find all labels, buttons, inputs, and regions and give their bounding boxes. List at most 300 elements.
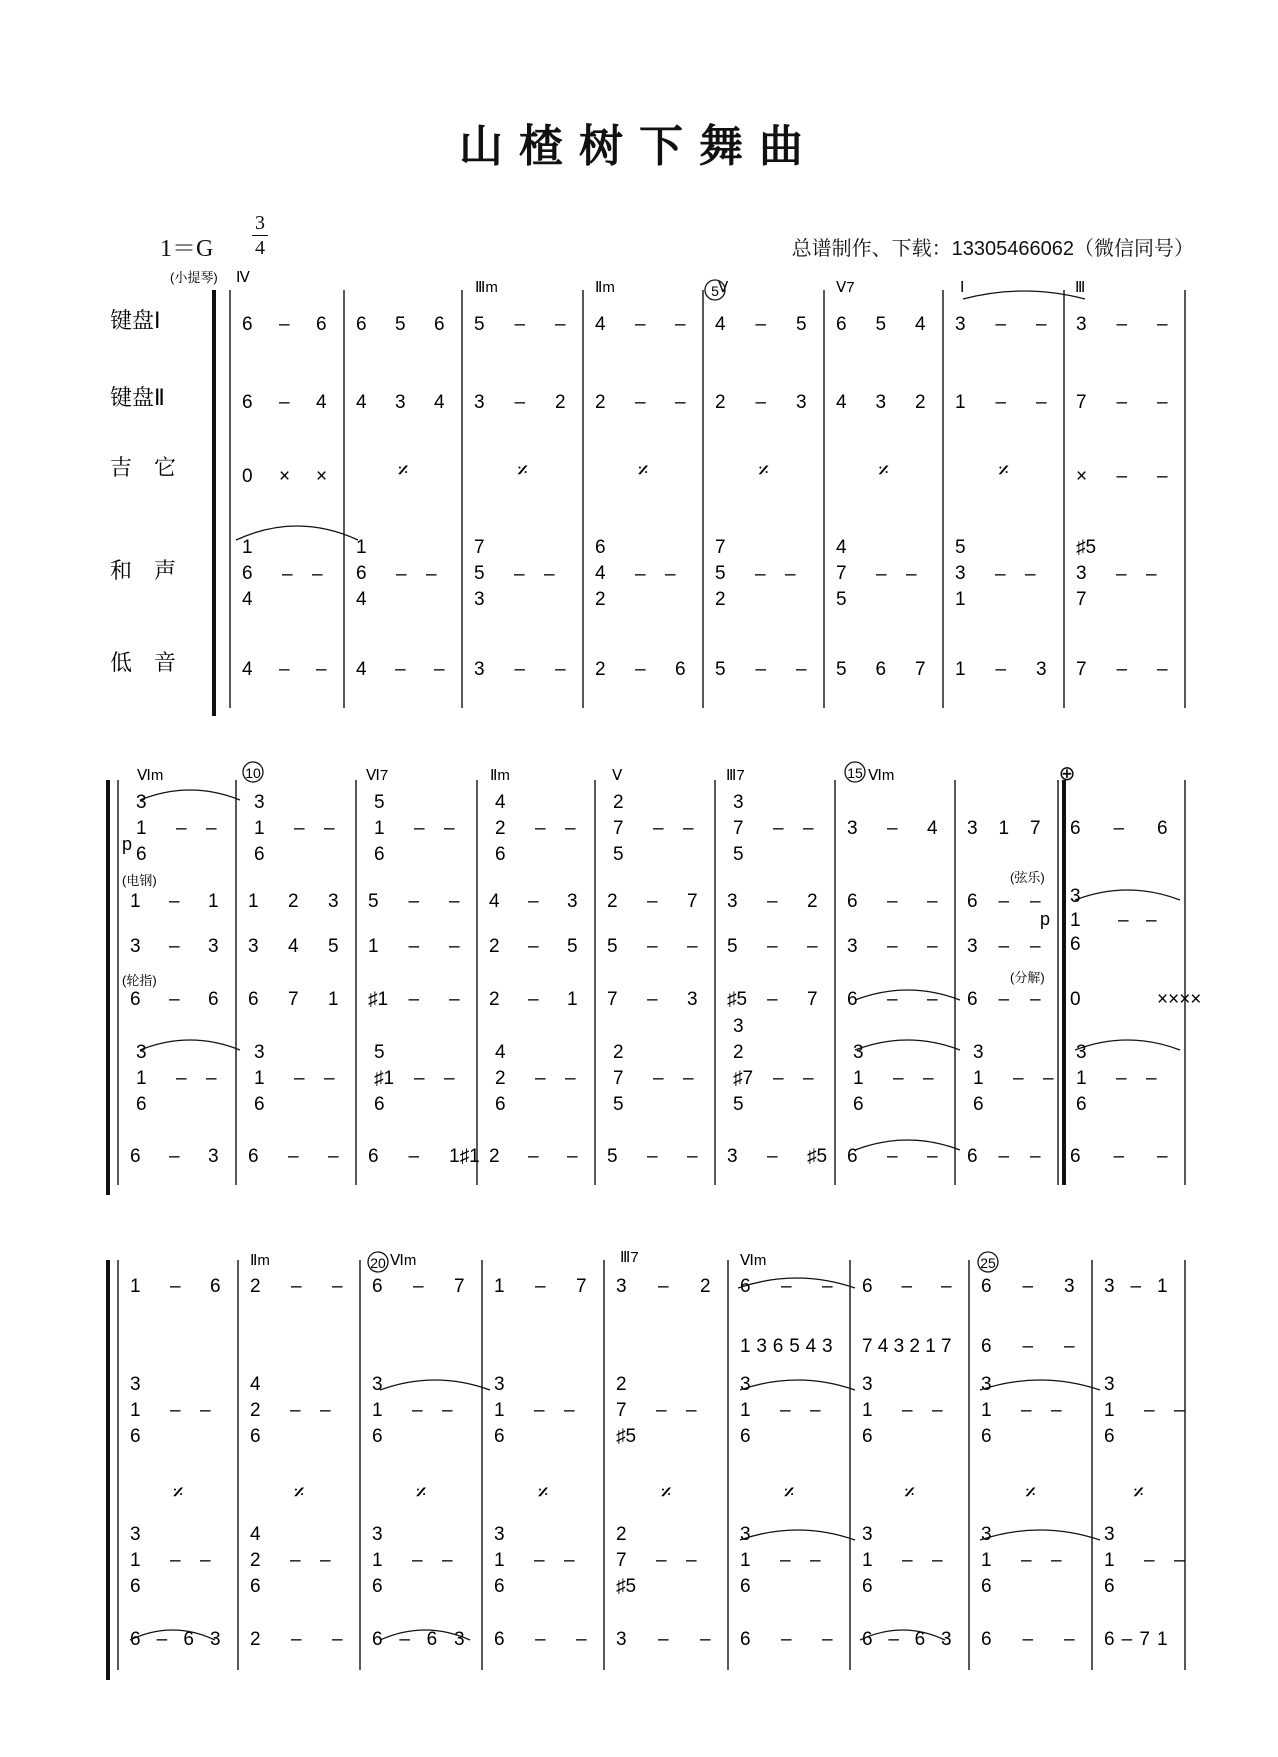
epiano-notes: 4 [489, 891, 500, 912]
repeat-measure-icon: 𝄎 [637, 458, 649, 483]
roll-notes: 7 [288, 989, 299, 1010]
dynamic-mark: p [1040, 909, 1051, 929]
roll-notes: 7 [607, 989, 618, 1010]
keyboard2-notes: 7 [1076, 392, 1087, 413]
epiano-notes: 3 [130, 936, 141, 957]
roll-notes: – [647, 989, 658, 1010]
epiano-notes: 2 [288, 891, 299, 912]
tie [740, 1530, 855, 1540]
harmony-dash: – [1025, 564, 1036, 585]
harmony-dash: – [1043, 1068, 1054, 1089]
lead-notes: 4 [927, 818, 938, 839]
lead-notes: 6 [374, 844, 385, 865]
epiano-notes: – [998, 936, 1010, 957]
annotation-violin: (小提琴) [170, 270, 218, 285]
harmony-dash: – [876, 564, 887, 585]
tie [1075, 890, 1180, 900]
melody-notes: – [822, 1276, 833, 1297]
bass-notes: 6 [248, 1146, 259, 1167]
harmony-notes: 5 [613, 1094, 624, 1115]
harmony-notes: 1 [862, 1550, 873, 1571]
lead-notes: – [887, 818, 898, 839]
keyboard2-notes: – [1116, 392, 1128, 413]
chord-symbol: Ⅴ7 [836, 279, 855, 296]
harmony-dash: – [444, 1068, 455, 1089]
keyboard2-notes: – [995, 392, 1007, 413]
harmony-notes: 6 [973, 1094, 984, 1115]
melody-notes: – [1130, 1276, 1142, 1297]
epiano-notes: – [1030, 891, 1041, 912]
bass-notes: 2 [250, 1629, 261, 1650]
bass-notes: – [395, 659, 406, 680]
harmony-notes: 3 [740, 1524, 751, 1545]
tie [236, 526, 358, 540]
instrument-label: 键盘Ⅱ [110, 385, 165, 410]
guitar-notes: – [1157, 466, 1168, 487]
harmony-notes: 5 [733, 1094, 744, 1115]
score-title: 山楂树下舞曲 [459, 121, 819, 172]
bass-notes: 6 [847, 1146, 858, 1167]
harmony-notes: 3 [372, 1524, 383, 1545]
keyboard1-notes: 5 [875, 314, 887, 335]
chord-symbol: Ⅲ7 [726, 767, 745, 784]
bass-notes: – [658, 1629, 669, 1650]
harmony-notes: 7 [715, 537, 726, 558]
keys-notes: 6 [494, 1426, 505, 1447]
harmony-dash: – [544, 564, 555, 585]
epiano-notes: – [647, 936, 658, 957]
bass-notes: 7 [1139, 1629, 1150, 1650]
harmony-notes: 1 [981, 1550, 992, 1571]
bass-notes: – [767, 1146, 778, 1167]
harmony-dash: – [414, 1068, 425, 1089]
repeat-measure-icon: 𝄎 [397, 458, 409, 483]
repeat-measure-icon: 𝄎 [1025, 1480, 1036, 1505]
bass-notes: 3 [474, 659, 485, 680]
bass-notes: 6 [1070, 1146, 1081, 1167]
chord-symbol: Ⅱm [595, 279, 615, 296]
epiano-notes: 3 [727, 891, 738, 912]
lead-dash: – [653, 818, 664, 839]
epiano-notes: 7 [687, 891, 698, 912]
bass-notes: 3 [941, 1629, 952, 1650]
harmony-notes: 4 [250, 1524, 261, 1545]
bass-notes: 5 [715, 659, 726, 680]
keyboard2-notes: 3 [395, 392, 406, 413]
epiano-notes: – [687, 936, 698, 957]
epiano-notes: – [767, 891, 778, 912]
keyboard1-notes: 6 [434, 314, 445, 335]
lead-dash: – [565, 818, 576, 839]
bass-notes: 7 [1076, 659, 1087, 680]
epiano-notes: – [408, 891, 420, 912]
harmony-dash: – [1021, 1550, 1032, 1571]
epiano-notes: 1 [248, 891, 259, 912]
keys-dash: – [810, 1400, 821, 1421]
roll-notes: – [528, 989, 539, 1010]
epiano-notes: – [1030, 936, 1041, 957]
harmony-notes: 4 [242, 589, 253, 610]
harmony-notes: 3 [853, 1042, 864, 1063]
bass-notes: – [279, 659, 290, 680]
keys-notes: 3 [130, 1374, 141, 1395]
tie [963, 291, 1085, 299]
harmony-notes: 3 [494, 1524, 505, 1545]
harmony-dash: – [170, 1550, 181, 1571]
tie [980, 1530, 1100, 1540]
keys-notes: 2 [250, 1400, 261, 1421]
harmony-dash: – [656, 1550, 667, 1571]
bass-notes: 6 [740, 1629, 751, 1650]
chord-symbol: Ⅲ7 [620, 1249, 639, 1266]
bass-notes: 5 [836, 659, 847, 680]
keyboard2-notes: 2 [915, 392, 926, 413]
harmony-notes: 1 [356, 537, 367, 558]
harmony-notes: 6 [494, 1576, 505, 1597]
keys-dash: – [902, 1400, 913, 1421]
bass-notes: 3 [616, 1629, 627, 1650]
roll-notes: ♯1 [368, 989, 389, 1010]
harmony-notes: ♯7 [733, 1068, 754, 1089]
lead-notes: 2 [495, 818, 506, 839]
bass-notes: 6 [1104, 1629, 1115, 1650]
harmony-dash: – [810, 1550, 821, 1571]
run-notes: 7 [862, 1336, 873, 1357]
harmony-notes: 6 [136, 1094, 147, 1115]
harmony-notes: 2 [715, 589, 726, 610]
lead-notes: 7 [613, 818, 624, 839]
harmony-notes: 1 [494, 1550, 505, 1571]
lead-dash: – [803, 818, 814, 839]
run-notes: – [1022, 1336, 1034, 1357]
harmony-dash: – [320, 1550, 331, 1571]
roll-notes: ♯5 [727, 989, 748, 1010]
bass-notes: ♯5 [807, 1146, 828, 1167]
keys-notes: 3 [494, 1374, 505, 1395]
run-notes: 4 [877, 1336, 889, 1357]
keyboard2-notes: – [635, 392, 646, 413]
run-notes: 3 [822, 1336, 833, 1357]
keys-dash: – [932, 1400, 943, 1421]
bass-notes: – [1030, 1146, 1041, 1167]
chord-symbol: Ⅵm [390, 1252, 417, 1269]
harmony-notes: 4 [495, 1042, 506, 1063]
repeat-measure-icon: 𝄎 [998, 458, 1009, 483]
lead-dash: – [324, 818, 335, 839]
run-notes: 6 [772, 1336, 784, 1357]
harmony-dash: – [686, 1550, 697, 1571]
bass-notes: 3 [727, 1146, 738, 1167]
lead-dash: – [444, 818, 455, 839]
keys-notes: 1 [740, 1400, 751, 1421]
harmony-notes: 2 [616, 1524, 627, 1545]
keys-notes: 1 [130, 1400, 141, 1421]
epiano-notes: 2 [489, 936, 500, 957]
chord-symbol: Ⅰ [960, 279, 965, 296]
tie [130, 1630, 215, 1640]
harmony-dash: – [893, 1068, 904, 1089]
bass-notes: 6 [130, 1146, 141, 1167]
harmony-notes: 7 [836, 563, 847, 584]
harmony-notes: 6 [495, 1094, 506, 1115]
harmony-dash: – [1013, 1068, 1024, 1089]
harmony-notes: 2 [250, 1550, 261, 1571]
strings-notes: 6 [1070, 934, 1081, 955]
harmony-notes: 1 [973, 1068, 984, 1089]
repeat-measure-icon: 𝄎 [537, 1480, 549, 1505]
keyboard1-notes: – [675, 314, 686, 335]
keys-notes: 6 [862, 1426, 873, 1447]
chord-symbol: Ⅴ [612, 767, 623, 784]
bass-notes: – [1157, 1146, 1168, 1167]
roll-notes: – [927, 989, 938, 1010]
tie [380, 1380, 490, 1390]
epiano-notes: – [887, 936, 898, 957]
roll-notes: – [1030, 989, 1041, 1010]
melody-notes: – [291, 1276, 302, 1297]
measure-number: 5 [711, 283, 719, 299]
keyboard1-notes: – [995, 314, 1007, 335]
lead-notes: 1 [254, 818, 265, 839]
epiano-notes: 3 [847, 936, 858, 957]
harmony-notes: 5 [374, 1042, 385, 1063]
time-signature-bottom: 4 [255, 237, 265, 259]
keyboard2-notes: – [514, 392, 526, 413]
lead-notes: 3 [254, 792, 265, 813]
keyboard2-notes: 4 [316, 392, 327, 413]
harmony-dash: – [200, 1550, 211, 1571]
harmony-notes: 5 [715, 563, 726, 584]
bass-notes: – [927, 1146, 938, 1167]
chord-symbol: Ⅵm [868, 767, 895, 784]
harmony-notes: 4 [595, 563, 606, 584]
arpeggio-notes: 0 [1070, 989, 1081, 1010]
harmony-dash: – [396, 564, 407, 585]
keys-notes: 7 [616, 1400, 627, 1421]
melody-notes: – [781, 1276, 792, 1297]
run-notes: – [1064, 1336, 1075, 1357]
harmony-notes: ♯1 [374, 1068, 395, 1089]
instrument-label: 吉 它 [110, 455, 177, 480]
bass-notes: – [316, 659, 327, 680]
bass-notes: – [332, 1629, 343, 1650]
bass-notes: – [328, 1146, 339, 1167]
bass-notes: – [998, 1146, 1010, 1167]
harmony-notes: 6 [862, 1576, 873, 1597]
harmony-notes: 2 [613, 1042, 624, 1063]
bass-notes: – [576, 1629, 587, 1650]
keys-dash: – [320, 1400, 331, 1421]
epiano-notes: 3 [967, 936, 978, 957]
harmony-notes: 6 [130, 1576, 141, 1597]
strings-dash: – [1118, 910, 1129, 931]
tie [855, 1140, 960, 1150]
melody-notes: – [1022, 1276, 1034, 1297]
melody-notes: – [941, 1276, 952, 1297]
roll-notes: 6 [248, 989, 259, 1010]
guitar-notes: 0 [242, 466, 253, 487]
guitar-notes: × [279, 466, 291, 487]
tie [738, 1278, 855, 1288]
epiano-notes: – [169, 891, 180, 912]
harmony-notes: 3 [136, 1042, 147, 1063]
keyboard2-notes: 3 [796, 392, 807, 413]
bass-notes: 1 [1157, 1629, 1168, 1650]
harmony-dash: – [442, 1550, 453, 1571]
harmony-notes: 6 [372, 1576, 383, 1597]
epiano-notes: 3 [208, 936, 219, 957]
harmony-notes: 6 [1104, 1576, 1115, 1597]
run-notes: 3 [756, 1336, 767, 1357]
bass-notes: 6 [675, 659, 686, 680]
melody-notes: 1 [1157, 1276, 1168, 1297]
measure-number: 20 [370, 1255, 386, 1271]
system-2 [108, 762, 1201, 1195]
harmony-notes: 3 [474, 589, 485, 610]
keyboard1-notes: 6 [242, 314, 253, 335]
lead-notes: 3 [733, 792, 744, 813]
melody-notes: – [413, 1276, 424, 1297]
melody-notes: – [170, 1276, 181, 1297]
guitar-notes: × [316, 466, 328, 487]
chord-symbol: Ⅵm [740, 1252, 767, 1269]
melody-notes: 2 [250, 1276, 261, 1297]
harmony-notes: 1 [254, 1068, 265, 1089]
epiano-notes: 3 [248, 936, 259, 957]
keys-dash: – [686, 1400, 697, 1421]
lead-notes: 1 [374, 818, 385, 839]
melody-notes: 7 [454, 1276, 465, 1297]
harmony-dash: – [1051, 1550, 1062, 1571]
dynamic-mark: p [122, 834, 133, 854]
system-3 [108, 1249, 1185, 1680]
tie [860, 1630, 945, 1640]
key-signature: 1＝G [160, 236, 214, 262]
lead-dash: – [176, 818, 187, 839]
harmony-dash: – [683, 1068, 694, 1089]
keys-notes: 6 [981, 1426, 992, 1447]
harmony-dash: – [1116, 1068, 1127, 1089]
keyboard1-notes: 4 [915, 314, 926, 335]
melody-notes: 1 [130, 1276, 141, 1297]
lead-dash: – [206, 818, 217, 839]
bass-notes: – [995, 659, 1007, 680]
repeat-measure-icon: 𝄎 [904, 1480, 915, 1505]
bass-notes: 1♯1 [449, 1146, 480, 1167]
keyboard2-notes: 1 [955, 392, 966, 413]
harmony-notes: 3 [1076, 563, 1087, 584]
epiano-notes: 4 [288, 936, 299, 957]
annotation-roll: (轮指) [122, 973, 157, 988]
melody-notes: 6 [372, 1276, 383, 1297]
harmony-notes: 1 [955, 589, 966, 610]
strings-notes: 3 [1070, 886, 1081, 907]
bass-notes: 6 [981, 1629, 992, 1650]
bass-notes: – [1157, 659, 1168, 680]
harmony-notes: 7 [616, 1550, 627, 1571]
harmony-dash: – [290, 1550, 301, 1571]
roll-notes: 6 [967, 989, 978, 1010]
chord-symbol: Ⅳ [236, 269, 250, 286]
lead-dash: – [535, 818, 546, 839]
roll-notes: – [767, 989, 778, 1010]
harmony-notes: 3 [1104, 1524, 1115, 1545]
harmony-dash: – [755, 564, 766, 585]
epiano-notes: 5 [727, 936, 738, 957]
keys-dash: – [534, 1400, 545, 1421]
bass-notes: 6 [862, 1629, 873, 1650]
keyboard2-notes: 2 [595, 392, 606, 413]
keyboard1-notes: 5 [395, 314, 406, 335]
bass-notes: 2 [489, 1146, 500, 1167]
roll-notes: 2 [489, 989, 500, 1010]
keys-dash: – [442, 1400, 453, 1421]
harmony-notes: 5 [474, 563, 485, 584]
melody-notes: 6 [740, 1276, 751, 1297]
bass-notes: 7 [915, 659, 926, 680]
harmony-dash: – [1146, 564, 1157, 585]
keys-dash: – [564, 1400, 575, 1421]
lead-notes: 5 [613, 844, 624, 865]
keys-notes: 1 [1104, 1400, 1115, 1421]
tie [740, 1380, 855, 1390]
chord-symbol: Ⅵ7 [366, 767, 389, 784]
bass-notes: – [514, 659, 526, 680]
keys-dash: – [170, 1400, 181, 1421]
bass-notes: – [1064, 1629, 1075, 1650]
harmony-notes: 7 [613, 1068, 624, 1089]
run-notes: 4 [805, 1336, 817, 1357]
time-signature-top: 3 [255, 212, 265, 234]
harmony-dash: – [535, 1068, 546, 1089]
keyboard1-notes: 5 [474, 314, 485, 335]
keys-notes: 3 [862, 1374, 873, 1395]
harmony-dash: – [324, 1068, 335, 1089]
roll-notes: 7 [807, 989, 818, 1010]
harmony-dash: – [803, 1068, 814, 1089]
system-1 [110, 269, 1185, 716]
harmony-notes: 6 [242, 563, 253, 584]
epiano-notes: 1 [130, 891, 141, 912]
keys-notes: 3 [372, 1374, 383, 1395]
keys-notes: 6 [372, 1426, 383, 1447]
keys-dash: – [290, 1400, 301, 1421]
harmony-notes: 1 [372, 1550, 383, 1571]
bass-notes: 4 [242, 659, 253, 680]
keyboard2-notes: – [279, 392, 290, 413]
bass-notes: – [635, 659, 646, 680]
bass-notes: 4 [356, 659, 367, 680]
epiano-notes: – [807, 936, 818, 957]
epiano-notes: 1 [368, 936, 379, 957]
harmony-dash: – [294, 1068, 305, 1089]
keys-dash: – [1174, 1400, 1185, 1421]
bass-notes: – [700, 1629, 711, 1650]
repeat-measure-icon: 𝄎 [517, 458, 528, 483]
keys-notes: 1 [862, 1400, 873, 1421]
harmony-notes: 5 [836, 589, 847, 610]
lead-notes: 5 [733, 844, 744, 865]
epiano-notes: – [408, 936, 420, 957]
harmony-dash: – [665, 564, 676, 585]
harmony-notes: 6 [356, 563, 367, 584]
chord-symbol: Ⅱm [250, 1252, 270, 1269]
harmony-notes: 6 [981, 1576, 992, 1597]
keyboard1-notes: – [1036, 314, 1047, 335]
bass-notes: – [1022, 1629, 1034, 1650]
epiano-notes: 2 [807, 891, 818, 912]
harmony-notes: 7 [474, 537, 485, 558]
